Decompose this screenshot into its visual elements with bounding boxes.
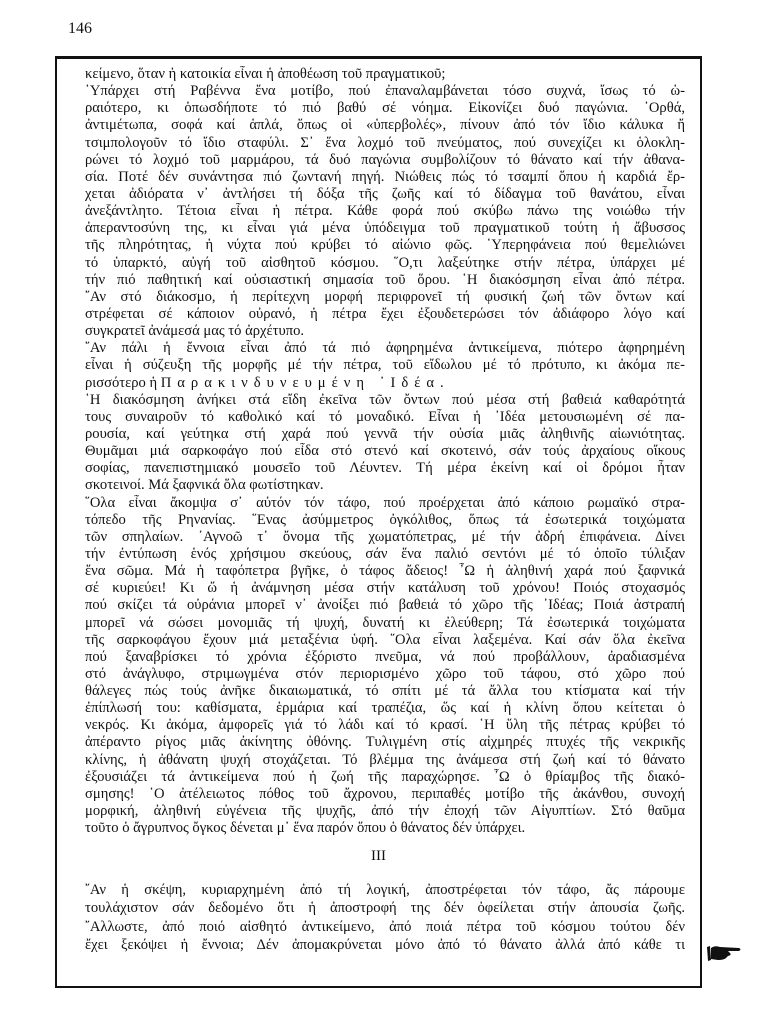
text-line (85, 443, 685, 460)
text-line (85, 495, 685, 512)
text-line (85, 717, 685, 734)
text-line (85, 426, 685, 443)
text-line (85, 936, 685, 954)
line-text: ραιότερο, κι ὁπωσδήποτε τό πιό βαθύ σέ νόημα. Εἰκονίζει δυό παγώνια. ᾿Ορθά, (85, 100, 685, 117)
line-text: τήν πιό παθητική καί οὐσιαστική σημασία τοῦ ὅρου. ῾Η διακόσμηση εἶναι ἀπό πέτρα. (85, 271, 685, 288)
line-text: σοφίας, πανεπιστημιακό μουσεῖο τοῦ Λέυντεν. Τή μέρα ἐκείνη καί οἱ δρόμοι ἦταν (85, 460, 685, 477)
line-text: ῞Ολα εἶναι ἄκομψα σ᾿ αὐτόν τόν τάφο, πού προέρχεται ἀπό κάποιο ρωμαϊκό στρα- (85, 494, 685, 511)
text-line (85, 803, 685, 820)
text-line (85, 615, 685, 632)
line-text: τῆς πληρότητας, ἡ νύχτα πού κρύβει τό αἰώνιο φῶς. ῾Υπερηφάνεια πού θεμελιώνει (85, 237, 685, 254)
line-text: ρώνει τό λοχμό τοῦ μαρμάρου, τά δυό παγώνια συμβολίζουν τό θάνατο καί τήν ἀθανα- (85, 151, 685, 168)
line-text: χεται ἀδιόρατα ν᾿ ἀντλήσει τή δόξα τῆς ζωῆς καί τό δίδαγμα τοῦ θανάτου, εἶναι (85, 185, 685, 202)
line-text: θάλεγες πώς τούς ἀνῆκε δικαιωματικά, τό σπίτι μέ τά ἄλλα του κτίσματα καί τήν (85, 683, 685, 700)
line-text: τουλάχιστον σάν δεδομένο ὅτι ἡ ἀποστροφή της δέν ὀφείλεται στήν ἀπουσία ζωῆς. (85, 900, 685, 917)
line-text: ῎Αλλωστε, ἀπό ποιό αἰσθητό ἀντικείμενο, ἀπό ποιά πέτρα τοῦ κόσμου τούτου δέν (85, 918, 685, 935)
text-line (85, 255, 685, 272)
line-text: ἐπίπλωσή του: καθίσματα, ἑρμάρια καί τραπέζια, ὥς καί ἡ κλίνη ὅπου κείτεται ὁ (85, 700, 685, 717)
line-text: τοῦτο ὁ ἄγρυπνος ὄγκος δένεται μ᾿ ἕνα παρόν ὅπου ὁ θάνατος δέν ὑπάρχει. (85, 820, 526, 837)
line-text: κλίνης, ἡ ἀθάνατη ψυχή στοχάζεται. Τό βλέμμα της ἀνάμεσα στή ζωή καί τό θάνατο (85, 751, 685, 768)
text-line (85, 546, 685, 563)
line-text: τήν ἐντύπωση ἑνός χρήσιμου σκεύους, σάν ἕνα παλιό σεντόνι μέ τό ὁποῖο τύλιξαν (85, 545, 685, 562)
line-text: μπορεῖ νά σώσει μονομιᾶς τή ψυχή, δυνατή κι ἐλεύθερη; Τά ἐσωτερικά τοιχώματα (85, 614, 685, 631)
spaced-emphasis-text: Παρακινδυνευμένη ᾿Ιδέα. (160, 374, 450, 391)
line-text: τους συναιροῦν τό καθολικό καί τό μοναδικό. Εἶναι ἡ ᾿Ιδέα μετουσιωμένη σέ πα- (85, 408, 685, 425)
line-text: σκοτεινοί. Μά ξαφνικά ὅλα φωτίστηκαν. (85, 477, 324, 494)
body-text (85, 66, 685, 837)
text-line (85, 272, 685, 289)
text-line (85, 323, 685, 340)
line-text: ῎Αν ἡ σκέψη, κυριαρχημένη ἀπό τή λογική, ἀποστρέφεται τόν τάφο, ἄς πάρουμε (85, 882, 685, 898)
line-text: πού σκίζει τά οὐράνια μπορεῖ ν᾿ ἀνοίξει πιό βαθειά τό χῶρο τῆς ᾿Ιδέας; Ποιά ἀστραπή (85, 597, 685, 614)
text-line (85, 700, 685, 717)
line-text: σμησης! ῾Ο ἀτέλειωτος πόθος τοῦ ἄχρονου, περιπαθές μοτίβο τῆς ἀκάνθου, συνοχή (85, 785, 685, 802)
section-body-text (85, 881, 685, 954)
line-text: ῎Αν στό διάκοσμο, ἡ περίτεχνη μορφή περιφρονεῖ τή φυσική ζωή τῶν ὄντων καί (85, 288, 685, 305)
line-text: ῎Αν πάλι ἡ ἔννοια εἶναι ἀπό τά πιό ἀφηρημένα ἀντικείμενα, πιότερο ἀφηρημένη (85, 340, 685, 357)
text-line (85, 899, 685, 917)
text-line (85, 117, 685, 134)
line-text: ἔχει ξεκόψει ἡ ἔννοια; Δέν ἀπομακρύνεται μόνο ἀπό τό θάνατο ἀλλά ἀπό κάθε τι (85, 936, 685, 953)
line-text: ἀντιμέτωπα, σοφά καί ἁπλά, ὅπως οἱ «ὑπερβολές», πίνουν ἀπό τόν ἴδιο κάλυκα ἤ (85, 117, 685, 134)
text-line (85, 357, 685, 374)
text-line (85, 580, 685, 597)
line-text: στό ἀνάγλυφο, στριμωγμένα στόν περιορισμένο χῶρο τοῦ τάφου, στό χῶρο πού (85, 665, 685, 682)
line-text: τόπεδο τῆς Ρηνανίας. ῞Ενας ἀσύμμετρος ὀγκόλιθος, ὅπως τά ἐσωτερικά τοιχώματα (85, 511, 685, 528)
line-text: τό ὑπαρκτό, αὐγή τοῦ αἰσθητοῦ κόσμου. ῞Ο,τι λαξεύτηκε στήν πέτρα, ὑπάρχει μέ (85, 254, 685, 271)
text-line (85, 666, 685, 683)
line-text: ἕνα σῶμα. Μά ἡ ταφόπετρα βγῆκε, ὁ τάφος ἄδειος! ῏Ω ἡ ἀληθινή χαρά πού ξαφνικά (85, 563, 685, 580)
line-text: Θυμᾶμαι μιά σαρκοφάγο πού εἶδα στό στενό καί σκοτεινό, σάν τούς ἀρχαίους οἴκους (85, 443, 685, 460)
line-text: ἐξουσιάζει τά ἀντικείμενα πού ἡ ζωή τῆς παραχώρησε. ῏Ω ὁ θρίαμβος τῆς διακό- (85, 768, 685, 785)
text-line (85, 135, 685, 152)
text-line (85, 340, 685, 357)
text-line (85, 306, 685, 323)
line-text: τῶν σπηλαίων. ᾿Αγνοῶ τ᾿ ὄνομα τῆς χωματόπετρας, μέ τήν ἀδρή ἐπιφάνεια. Δίνει (85, 528, 685, 545)
text-line (85, 683, 685, 700)
line-text: συγκρατεῖ ἀνάμεσά μας τό ἀρχέτυπο. (85, 323, 305, 340)
text-line (85, 100, 685, 117)
line-text: ρουσία, καί γεύτηκα στή χαρά πού γεννᾶ τήν οὐσία μιᾶς ἀληθινῆς αἰωνιότητας. (85, 425, 685, 442)
text-line (85, 649, 685, 666)
text-line (85, 512, 685, 529)
text-line (85, 203, 685, 220)
text-line (85, 220, 685, 237)
text-line (85, 66, 685, 83)
line-text: σία. Ποτέ δέν συνάντησα πιό ζωντανή πηγή. Νιώθεις πώς τό τσαμπί ὅπου ἡ καρδιά ἔρ- (85, 168, 685, 185)
text-line (85, 477, 685, 494)
line-text: νεκρός. Κι ἀκόμα, ἀμφορεῖς γιά τό λάδι καί τό κρασί. ῾Η ὕλη τῆς πέτρας κρύβει τό (85, 717, 685, 734)
page-number: 146 (68, 20, 92, 37)
line-text: ῾Υπάρχει στή Ραβέννα ἕνα μοτίβο, πού ἐπαναλαμβάνεται τόσο συχνά, ἴσως τό ὡ- (85, 83, 685, 100)
text-line (85, 289, 685, 306)
text-line (85, 563, 685, 580)
line-text: τῆς σαρκοφάγου ἔχουν μιά μεταξένια ὑφή. ῞Ολα εἶναι λαξεμένα. Καί σάν ὅλα ἐκεῖνα (85, 631, 685, 648)
text-line (85, 786, 685, 803)
text-line (85, 409, 685, 426)
line-text: σέ κυριεύει! Κι ὤ ἡ ἀνάμνηση μέσα στήν κατάλυση τοῦ χρόνου! Ποιός στοχασμός (85, 580, 685, 597)
line-text: πού ξαναβρίσκει τό χρόνια ἐξόριστο πνεῦμα, νά πού προβάλλουν, ἀραδιασμένα (85, 648, 685, 665)
line-text: ρισσότερο ἡ (85, 374, 161, 391)
section-heading: III (371, 848, 386, 864)
text-line (85, 152, 685, 169)
text-line (85, 392, 685, 409)
line-text: τσιμπολογοῦν τό ἴδιο σταφύλι. Σ᾿ ἕνα λοχμό τοῦ πνεύματος, πού συνεχίζει κι ὁλοκλη- (85, 134, 685, 151)
text-line (85, 734, 685, 751)
text-line (85, 83, 685, 100)
line-text: μορφική, ἀληθινή εὐγένεια τῆς ψυχῆς, ἀπό τήν ἐποχή τῶν Αἰγυπτίων. Στό θαῦμα (85, 803, 685, 820)
text-line (85, 820, 685, 837)
text-line (85, 169, 685, 186)
line-text: ῾Η διακόσμηση ἀνήκει στά εἴδη ἐκεῖνα τῶν ὄντων πού μέσα στή βαθειά καθαρότητά (85, 391, 685, 408)
text-line (85, 237, 685, 254)
line-text: εἶναι ἡ σύζευξη τῆς μορφῆς μέ τήν πέτρα, τοῦ εἴδωλου μέ τό πρότυπο, κι ἀκόμα πε- (85, 357, 685, 374)
text-line (85, 752, 685, 769)
text-line (85, 632, 685, 649)
text-line (85, 918, 685, 936)
text-line (85, 186, 685, 203)
line-text: κείμενο, ὅταν ἡ κατοικία εἶναι ἡ ἀποθέωση τοῦ πραγματικοῦ; (85, 66, 446, 82)
line-text: ἀνεξάντλητο. Τέτοια εἶναι ἡ πέτρα. Κάθε φορά πού σκύβω πάνω της νοιώθω τήν (85, 203, 685, 220)
line-text: ἀπεραντοσύνη της, κι εἶναι γιά μένα ὑπόδειγμα τοῦ πραγματικοῦ τούτη ἡ ἄβυσσος (85, 220, 685, 237)
line-text: στρέφεται σέ κάποιον οὐρανό, ἡ πέτρα ἔχει ἐξουδετερώσει τόν ἀδιάφορο λόγο καί (85, 305, 685, 322)
text-line (85, 375, 685, 392)
pointing-hand-icon[interactable] (706, 944, 742, 967)
text-line (85, 881, 685, 899)
text-line (85, 460, 685, 477)
text-line (85, 769, 685, 786)
text-line (85, 529, 685, 546)
text-line (85, 597, 685, 614)
line-text: ἀπέραντο ρίγος μιᾶς ἀκίνητης ὀθόνης. Τυλιγμένη στίς αἰχμηρές πτυχές τῆς νεκρικῆς (85, 734, 685, 751)
